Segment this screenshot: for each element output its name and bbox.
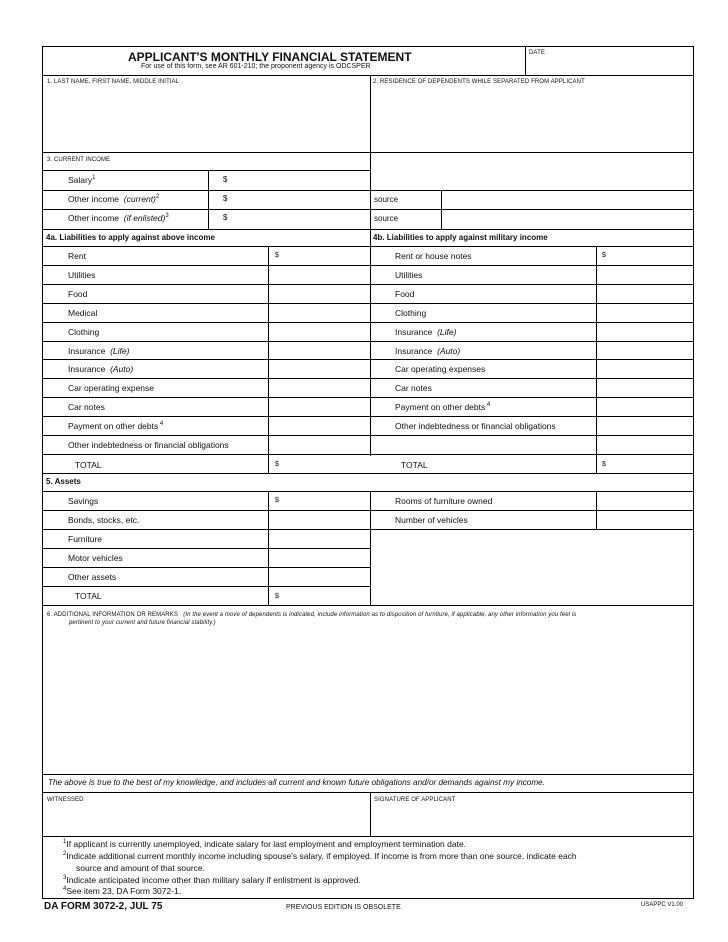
- liab-4b-rent-or-house-notes-amount[interactable]: [598, 247, 691, 264]
- other-income-current-dollar: $: [223, 194, 228, 203]
- liab-4b-total-amount[interactable]: [598, 455, 691, 472]
- asset-savings-amount[interactable]: [270, 492, 368, 509]
- liab-4a-utilities-label: Utilities: [68, 269, 96, 280]
- liab-4a-clothing-label: Clothing: [68, 326, 100, 337]
- salary-label: Salary$^1$: [68, 175, 96, 185]
- residence-label: 2. RESIDENCE OF DEPENDENTS WHILE SEPARATED FROM APPLICANT: [373, 79, 585, 85]
- asset-savings-label: Savings: [68, 496, 99, 506]
- signature-field[interactable]: [372, 805, 692, 835]
- liab-4b-total-label: TOTAL: [401, 459, 428, 470]
- liab-4b-insurance-life-amount[interactable]: [598, 323, 691, 340]
- financial-statement-form: [42, 46, 694, 899]
- liab-4b-dollar: $: [602, 252, 606, 259]
- other-income-current-source-label: source: [374, 195, 399, 204]
- asset-number-of-vehicles-label: Number of vehicles: [395, 515, 468, 525]
- name-field[interactable]: [44, 87, 369, 151]
- liab-4b-clothing-amount[interactable]: [598, 304, 691, 321]
- asset-furniture-amount[interactable]: [270, 530, 368, 547]
- liab-4a-clothing-amount[interactable]: [270, 323, 368, 340]
- liab-4b-other-indebtedness-or-financial-obligations-amount[interactable]: [598, 417, 691, 434]
- liab-4a-utilities-amount[interactable]: [270, 266, 368, 283]
- liab-4a-other-indebtedness-or-financial-obligations-amount[interactable]: [270, 436, 368, 453]
- signature-label: SIGNATURE OF APPLICANT: [374, 797, 456, 803]
- liab-4b-car-notes-label: Car notes: [395, 383, 432, 394]
- remarks-field[interactable]: [44, 629, 692, 773]
- liab-4a-insurance-auto-amount[interactable]: [270, 360, 368, 377]
- form-subtitle: For use of this form, see AR 601-210; the proponent agency is ODCSPER: [141, 63, 371, 70]
- liab-4b-payment-on-other-debts-label: Payment on other debts $^4$: [395, 402, 491, 413]
- residence-field[interactable]: [371, 87, 691, 151]
- liab-4a-insurance-life-amount[interactable]: [270, 342, 368, 359]
- asset-motor-vehicles-amount[interactable]: [270, 549, 368, 566]
- asset-other-assets-amount[interactable]: [270, 568, 368, 585]
- asset-furniture-label: Furniture: [68, 534, 103, 544]
- other-income-current-source-field[interactable]: [443, 191, 691, 209]
- liab-4a-rent-label: Rent: [68, 251, 86, 261]
- liabilities-4a-label: 4a. Liabilities to apply against above income: [46, 233, 215, 242]
- liab-4a-medical-label: Medical: [68, 307, 98, 318]
- liabilities-4b-label: 4b. Liabilities to apply against military income: [373, 233, 548, 242]
- liab-4b-food-amount[interactable]: [598, 285, 691, 302]
- current-income-label: 3. CURRENT INCOME: [47, 157, 111, 163]
- liab-4a-insurance-auto-label: Insurance (Auto): [68, 364, 134, 375]
- liab-4b-rent-or-house-notes-label: Rent or house notes: [395, 251, 472, 261]
- other-income-enlisted-label: Other income (if enlisted)$^3$: [68, 213, 169, 223]
- asset-rooms-of-furniture-owned-value[interactable]: [598, 492, 691, 509]
- other-income-enlisted-amount-field[interactable]: [231, 210, 368, 228]
- liab-4a-car-operating-expense-amount[interactable]: [270, 379, 368, 396]
- assets-label: 5. Assets: [46, 477, 81, 486]
- name-label: 1. LAST NAME, FIRST NAME, MIDDLE INITIAL: [47, 79, 180, 85]
- other-income-enlisted-dollar: $: [223, 213, 228, 222]
- liab-4a-car-notes-label: Car notes: [68, 402, 105, 413]
- liab-4a-dollar: $: [275, 252, 279, 259]
- liab-4a-other-indebtedness-or-financial-obligations-label: Other indebtedness or financial obligations: [68, 440, 229, 450]
- form-id: DA FORM 3072-2, JUL 75: [44, 901, 163, 912]
- asset-rooms-of-furniture-owned-label: Rooms of furniture owned: [395, 496, 493, 506]
- liab-4b-utilities-amount[interactable]: [598, 266, 691, 283]
- asset-total-label: TOTAL: [75, 591, 102, 601]
- form-title: APPLICANT'S MONTHLY FINANCIAL STATEMENT: [128, 50, 412, 64]
- liab-4b-food-label: Food: [395, 288, 415, 299]
- liab-4a-food-label: Food: [68, 288, 88, 299]
- asset-other-assets-label: Other assets: [68, 572, 117, 582]
- version-note: USAPPC V1.00: [641, 902, 684, 908]
- liab-4a-total-amount[interactable]: [270, 455, 368, 472]
- footnote-1: $^1$If applicant is currently unemployed, indicate salary for last employment and employment termination date.: [63, 839, 467, 849]
- liab-4b-insurance-auto-amount[interactable]: [598, 342, 691, 359]
- date-label: DATE: [529, 50, 545, 56]
- liab-4b-car-operating-expenses-amount[interactable]: [598, 360, 691, 377]
- asset-bonds-stocks-etc-label: Bonds, stocks, etc.: [68, 515, 140, 525]
- footnote-2-continued: source and amount of that source.: [76, 863, 205, 873]
- footnote-4: $^4$See item 23, DA Form 3072-1.: [63, 886, 182, 896]
- liab-4a-payment-on-other-debts-amount[interactable]: [270, 417, 368, 434]
- liab-4a-car-operating-expense-label: Car operating expense: [68, 383, 155, 394]
- asset-dollar: $: [275, 497, 279, 504]
- liab-4b-payment-on-other-debts-amount[interactable]: [598, 398, 691, 415]
- asset-total-dollar: $: [275, 593, 279, 600]
- liab-4b-clothing-label: Clothing: [395, 307, 427, 318]
- liab-4a-insurance-life-label: Insurance (Life): [68, 345, 130, 356]
- liab-4a-car-notes-amount[interactable]: [270, 398, 368, 415]
- footnote-3: $^3$Indicate anticipated income other than military salary if enlistment is approved.: [63, 875, 361, 885]
- other-income-enlisted-source-field[interactable]: [443, 210, 691, 228]
- liab-4a-total-label: TOTAL: [75, 459, 102, 470]
- other-income-current-amount-field[interactable]: [231, 191, 368, 209]
- liab-4b-car-operating-expenses-label: Car operating expenses: [395, 364, 486, 375]
- salary-dollar: $: [223, 175, 228, 184]
- footnote-2: $^2$Indicate additional current monthly income including spouse's salary, if employed. If income is from more than one source, indicate each: [63, 851, 577, 861]
- asset-bonds-stocks-etc-amount[interactable]: [270, 511, 368, 528]
- salary-amount-field[interactable]: [231, 171, 368, 189]
- liab-4b-car-notes-amount[interactable]: [598, 379, 691, 396]
- asset-motor-vehicles-label: Motor vehicles: [68, 553, 123, 563]
- liab-4a-total-dollar: $: [275, 460, 279, 468]
- witnessed-field[interactable]: [44, 805, 368, 835]
- remarks-label: 6. ADDITIONAL INFORMATION OR REMARKS (In the event a move of dependents is indicated, include information as to disposition of furniture, if applicable, any other information you feel is pertinent to your current and future financial stability.): [47, 612, 577, 626]
- date-field[interactable]: [526, 56, 692, 75]
- liab-4b-other-indebtedness-or-financial-obligations-label: Other indebtedness or financial obligations: [395, 421, 556, 432]
- liab-4a-medical-amount[interactable]: [270, 304, 368, 321]
- liab-4a-payment-on-other-debts-label: Payment on other debts $^4$: [68, 421, 164, 432]
- other-income-enlisted-source-label: source: [374, 214, 399, 223]
- edition-note: PREVIOUS EDITION IS OBSOLETE: [286, 904, 401, 911]
- liab-4a-food-amount[interactable]: [270, 285, 368, 302]
- certification-statement: The above is true to the best of my knowledge, and includes all current and known future obligations and/or demands against my income.: [48, 778, 545, 787]
- liab-4b-insurance-auto-label: Insurance (Auto): [395, 345, 461, 356]
- witnessed-label: WITNESSED: [47, 797, 84, 803]
- other-income-current-label: Other income (current)$^2$: [68, 194, 160, 204]
- asset-number-of-vehicles-value[interactable]: [598, 511, 691, 528]
- liab-4b-utilities-label: Utilities: [395, 269, 423, 280]
- liab-4b-insurance-life-label: Insurance (Life): [395, 326, 457, 337]
- liab-4a-rent-amount[interactable]: [270, 247, 368, 264]
- asset-total-amount[interactable]: [270, 587, 368, 604]
- liab-4b-total-dollar: $: [602, 460, 606, 468]
